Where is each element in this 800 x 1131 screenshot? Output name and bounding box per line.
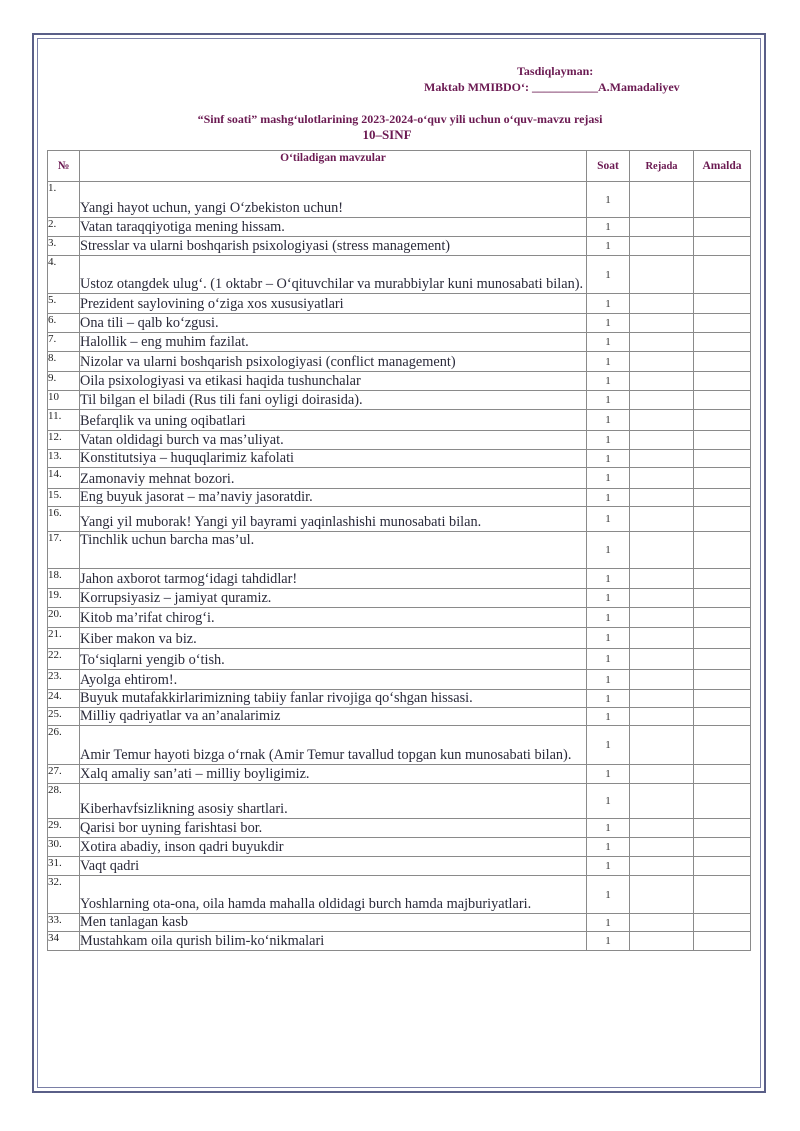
row-hours: 1 bbox=[587, 589, 630, 608]
table-row bbox=[48, 819, 751, 838]
table-row bbox=[48, 628, 751, 649]
row-actual-cell bbox=[694, 819, 751, 838]
row-planned-cell bbox=[630, 876, 694, 914]
row-hours: 1 bbox=[587, 237, 630, 256]
row-hours: 1 bbox=[587, 507, 630, 532]
row-topic: Kiberhavfsizlikning asosiy shartlari. bbox=[80, 784, 587, 819]
table-row bbox=[48, 450, 751, 468]
approval-label: Tasdiqlayman: bbox=[517, 64, 594, 78]
table-row bbox=[48, 352, 751, 372]
row-topic: Befarqlik va uning oqibatlari bbox=[80, 410, 587, 431]
row-number: 21. bbox=[48, 628, 80, 649]
row-hours: 1 bbox=[587, 857, 630, 876]
row-number: 19. bbox=[48, 589, 80, 608]
row-topic: Eng buyuk jasorat – ma’naviy jasoratdir. bbox=[80, 489, 587, 507]
row-actual-cell bbox=[694, 507, 751, 532]
document-title: “Sinf soati” mashg‘ulotlarining 2023-2024-o‘quv yili uchun o‘quv-mavzu rejasi bbox=[197, 112, 603, 126]
row-actual-cell bbox=[694, 489, 751, 507]
row-number: 6. bbox=[48, 314, 80, 333]
table-row bbox=[48, 489, 751, 507]
row-planned-cell bbox=[630, 450, 694, 468]
row-topic: Xalq amaliy san’ati – milliy boyligimiz. bbox=[80, 765, 587, 784]
row-hours: 1 bbox=[587, 690, 630, 708]
row-planned-cell bbox=[630, 708, 694, 726]
row-topic: Buyuk mutafakkirlarimizning tabiiy fanlar rivojiga qo‘shgan hissasi. bbox=[80, 690, 587, 708]
row-planned-cell bbox=[630, 569, 694, 589]
row-number: 7. bbox=[48, 333, 80, 352]
row-number: 25. bbox=[48, 708, 80, 726]
row-planned-cell bbox=[630, 784, 694, 819]
row-hours: 1 bbox=[587, 932, 630, 951]
row-planned-cell bbox=[630, 391, 694, 410]
row-number: 12. bbox=[48, 431, 80, 450]
row-actual-cell bbox=[694, 628, 751, 649]
row-topic: Ayolga ehtirom!. bbox=[80, 670, 587, 690]
row-topic: Halollik – eng muhim fazilat. bbox=[80, 333, 587, 352]
row-hours: 1 bbox=[587, 431, 630, 450]
row-planned-cell bbox=[630, 256, 694, 294]
row-number: 5. bbox=[48, 294, 80, 314]
table-row bbox=[48, 182, 751, 218]
row-actual-cell bbox=[694, 372, 751, 391]
row-topic: Til bilgan el biladi (Rus tili fani oyligi doirasida). bbox=[80, 391, 587, 410]
row-hours: 1 bbox=[587, 410, 630, 431]
row-actual-cell bbox=[694, 431, 751, 450]
row-actual-cell bbox=[694, 333, 751, 352]
table-row bbox=[48, 333, 751, 352]
row-actual-cell bbox=[694, 450, 751, 468]
row-topic: Yangi hayot uchun, yangi O‘zbekiston uchun! bbox=[80, 182, 587, 218]
row-actual-cell bbox=[694, 391, 751, 410]
header-topics: O‘tiladigan mavzular bbox=[80, 151, 587, 182]
row-topic: Prezident saylovining o‘ziga xos xususiyatlari bbox=[80, 294, 587, 314]
row-hours: 1 bbox=[587, 352, 630, 372]
row-hours: 1 bbox=[587, 649, 630, 670]
row-topic: Qarisi bor uyning farishtasi bor. bbox=[80, 819, 587, 838]
row-actual-cell bbox=[694, 182, 751, 218]
row-hours: 1 bbox=[587, 628, 630, 649]
row-number: 2. bbox=[48, 218, 80, 237]
row-number: 32. bbox=[48, 876, 80, 914]
row-planned-cell bbox=[630, 765, 694, 784]
row-actual-cell bbox=[694, 218, 751, 237]
row-actual-cell bbox=[694, 690, 751, 708]
row-actual-cell bbox=[694, 914, 751, 932]
row-actual-cell bbox=[694, 410, 751, 431]
row-number: 15. bbox=[48, 489, 80, 507]
row-actual-cell bbox=[694, 932, 751, 951]
row-hours: 1 bbox=[587, 569, 630, 589]
row-hours: 1 bbox=[587, 391, 630, 410]
row-number: 22. bbox=[48, 649, 80, 670]
table-row bbox=[48, 532, 751, 569]
row-planned-cell bbox=[630, 932, 694, 951]
row-number: 26. bbox=[48, 726, 80, 765]
row-hours: 1 bbox=[587, 838, 630, 857]
row-planned-cell bbox=[630, 182, 694, 218]
row-topic: Kiber makon va biz. bbox=[80, 628, 587, 649]
row-actual-cell bbox=[694, 256, 751, 294]
header-actual: Amalda bbox=[694, 151, 751, 182]
row-hours: 1 bbox=[587, 608, 630, 628]
table-row bbox=[48, 876, 751, 914]
table-row bbox=[48, 670, 751, 690]
table-row bbox=[48, 649, 751, 670]
row-planned-cell bbox=[630, 294, 694, 314]
row-number: 20. bbox=[48, 608, 80, 628]
row-number: 29. bbox=[48, 819, 80, 838]
row-hours: 1 bbox=[587, 914, 630, 932]
row-number: 17. bbox=[48, 532, 80, 569]
row-actual-cell bbox=[694, 589, 751, 608]
row-planned-cell bbox=[630, 218, 694, 237]
row-number: 16. bbox=[48, 507, 80, 532]
row-actual-cell bbox=[694, 532, 751, 569]
row-topic: Konstitutsiya – huquqlarimiz kafolati bbox=[80, 450, 587, 468]
table-row bbox=[48, 589, 751, 608]
row-hours: 1 bbox=[587, 670, 630, 690]
row-number: 14. bbox=[48, 468, 80, 489]
row-planned-cell bbox=[630, 372, 694, 391]
header-hours: Soat bbox=[587, 151, 630, 182]
row-topic: Yangi yil muborak! Yangi yil bayrami yaqinlashishi munosabati bilan. bbox=[80, 507, 587, 532]
row-planned-cell bbox=[630, 838, 694, 857]
row-number: 18. bbox=[48, 569, 80, 589]
table-row bbox=[48, 372, 751, 391]
table-row bbox=[48, 608, 751, 628]
table-header-row bbox=[48, 151, 751, 182]
table-row bbox=[48, 410, 751, 431]
row-hours: 1 bbox=[587, 784, 630, 819]
row-planned-cell bbox=[630, 314, 694, 333]
table-row bbox=[48, 391, 751, 410]
row-hours: 1 bbox=[587, 256, 630, 294]
row-actual-cell bbox=[694, 314, 751, 333]
row-topic: Stresslar va ularni boshqarish psixologiyasi (stress management) bbox=[80, 237, 587, 256]
row-hours: 1 bbox=[587, 819, 630, 838]
row-planned-cell bbox=[630, 410, 694, 431]
row-topic: Zamonaviy mehnat bozori. bbox=[80, 468, 587, 489]
table-row bbox=[48, 932, 751, 951]
row-number: 31. bbox=[48, 857, 80, 876]
header-planned: Rejada bbox=[630, 151, 694, 182]
row-actual-cell bbox=[694, 352, 751, 372]
row-actual-cell bbox=[694, 569, 751, 589]
row-number: 23. bbox=[48, 670, 80, 690]
row-topic: To‘siqlarni yengib o‘tish. bbox=[80, 649, 587, 670]
row-actual-cell bbox=[694, 670, 751, 690]
row-hours: 1 bbox=[587, 314, 630, 333]
row-number: 11. bbox=[48, 410, 80, 431]
row-number: 13. bbox=[48, 450, 80, 468]
row-hours: 1 bbox=[587, 182, 630, 218]
table-row bbox=[48, 708, 751, 726]
row-topic: Milliy qadriyatlar va an’analarimiz bbox=[80, 708, 587, 726]
row-planned-cell bbox=[630, 352, 694, 372]
row-topic: Jahon axborot tarmog‘idagi tahdidlar! bbox=[80, 569, 587, 589]
table-row bbox=[48, 857, 751, 876]
row-planned-cell bbox=[630, 628, 694, 649]
row-topic: Men tanlagan kasb bbox=[80, 914, 587, 932]
row-topic: Mustahkam oila qurish bilim-ko‘nikmalari bbox=[80, 932, 587, 951]
row-topic: Korrupsiyasiz – jamiyat quramiz. bbox=[80, 589, 587, 608]
row-actual-cell bbox=[694, 838, 751, 857]
row-actual-cell bbox=[694, 608, 751, 628]
row-number: 10 bbox=[48, 391, 80, 410]
row-topic: Tinchlik uchun barcha mas’ul. bbox=[80, 532, 587, 569]
table-row bbox=[48, 569, 751, 589]
row-hours: 1 bbox=[587, 726, 630, 765]
row-hours: 1 bbox=[587, 489, 630, 507]
table-row bbox=[48, 431, 751, 450]
row-actual-cell bbox=[694, 294, 751, 314]
row-hours: 1 bbox=[587, 333, 630, 352]
row-topic: Vaqt qadri bbox=[80, 857, 587, 876]
row-hours: 1 bbox=[587, 294, 630, 314]
row-actual-cell bbox=[694, 876, 751, 914]
row-planned-cell bbox=[630, 507, 694, 532]
row-planned-cell bbox=[630, 333, 694, 352]
row-number: 30. bbox=[48, 838, 80, 857]
row-hours: 1 bbox=[587, 218, 630, 237]
row-planned-cell bbox=[630, 914, 694, 932]
row-planned-cell bbox=[630, 726, 694, 765]
row-hours: 1 bbox=[587, 532, 630, 569]
row-actual-cell bbox=[694, 857, 751, 876]
table-row bbox=[48, 294, 751, 314]
row-hours: 1 bbox=[587, 765, 630, 784]
row-planned-cell bbox=[630, 468, 694, 489]
row-topic: Ona tili – qalb ko‘zgusi. bbox=[80, 314, 587, 333]
table-row bbox=[48, 726, 751, 765]
row-topic: Vatan oldidagi burch va mas’uliyat. bbox=[80, 431, 587, 450]
row-planned-cell bbox=[630, 649, 694, 670]
row-planned-cell bbox=[630, 819, 694, 838]
row-planned-cell bbox=[630, 431, 694, 450]
topics-table bbox=[47, 150, 751, 951]
row-planned-cell bbox=[630, 608, 694, 628]
table-row bbox=[48, 218, 751, 237]
row-number: 1. bbox=[48, 182, 80, 218]
row-planned-cell bbox=[630, 857, 694, 876]
row-number: 3. bbox=[48, 237, 80, 256]
table-row bbox=[48, 690, 751, 708]
row-actual-cell bbox=[694, 784, 751, 819]
approval-signature-line: Maktab MMIBDO‘: ___________A.Mamadaliyev bbox=[424, 80, 680, 94]
row-topic: Nizolar va ularni boshqarish psixologiyasi (conflict management) bbox=[80, 352, 587, 372]
row-topic: Yoshlarning ota-ona, oila hamda mahalla oldidagi burch hamda majburiyatlari. bbox=[80, 876, 587, 914]
table-row bbox=[48, 784, 751, 819]
table-row bbox=[48, 838, 751, 857]
row-number: 4. bbox=[48, 256, 80, 294]
row-topic: Vatan taraqqiyotiga mening hissam. bbox=[80, 218, 587, 237]
row-topic: Xotira abadiy, inson qadri buyukdir bbox=[80, 838, 587, 857]
table-row bbox=[48, 914, 751, 932]
row-number: 34 bbox=[48, 932, 80, 951]
row-planned-cell bbox=[630, 670, 694, 690]
row-topic: Ustoz otangdek ulug‘. (1 oktabr – O‘qituvchilar va murabbiylar kuni munosabati bilan). bbox=[80, 256, 587, 294]
row-planned-cell bbox=[630, 589, 694, 608]
row-actual-cell bbox=[694, 726, 751, 765]
row-actual-cell bbox=[694, 468, 751, 489]
row-number: 8. bbox=[48, 352, 80, 372]
row-number: 28. bbox=[48, 784, 80, 819]
row-hours: 1 bbox=[587, 876, 630, 914]
row-hours: 1 bbox=[587, 468, 630, 489]
table-row bbox=[48, 237, 751, 256]
row-hours: 1 bbox=[587, 372, 630, 391]
row-number: 24. bbox=[48, 690, 80, 708]
table-row bbox=[48, 765, 751, 784]
table-body bbox=[48, 182, 751, 951]
row-hours: 1 bbox=[587, 708, 630, 726]
row-planned-cell bbox=[630, 237, 694, 256]
row-number: 9. bbox=[48, 372, 80, 391]
row-hours: 1 bbox=[587, 450, 630, 468]
row-actual-cell bbox=[694, 708, 751, 726]
header-number: № bbox=[48, 151, 80, 182]
row-planned-cell bbox=[630, 489, 694, 507]
row-topic: Kitob ma’rifat chirog‘i. bbox=[80, 608, 587, 628]
table-row bbox=[48, 507, 751, 532]
row-number: 27. bbox=[48, 765, 80, 784]
row-actual-cell bbox=[694, 237, 751, 256]
row-actual-cell bbox=[694, 765, 751, 784]
table-row bbox=[48, 314, 751, 333]
row-topic: Amir Temur hayoti bizga o‘rnak (Amir Temur tavallud topgan kun munosabati bilan). bbox=[80, 726, 587, 765]
row-actual-cell bbox=[694, 649, 751, 670]
table-row bbox=[48, 256, 751, 294]
row-planned-cell bbox=[630, 690, 694, 708]
row-planned-cell bbox=[630, 532, 694, 569]
table-row bbox=[48, 468, 751, 489]
document-subtitle: 10–SINF bbox=[362, 127, 412, 142]
row-number: 33. bbox=[48, 914, 80, 932]
row-topic: Oila psixologiyasi va etikasi haqida tushunchalar bbox=[80, 372, 587, 391]
